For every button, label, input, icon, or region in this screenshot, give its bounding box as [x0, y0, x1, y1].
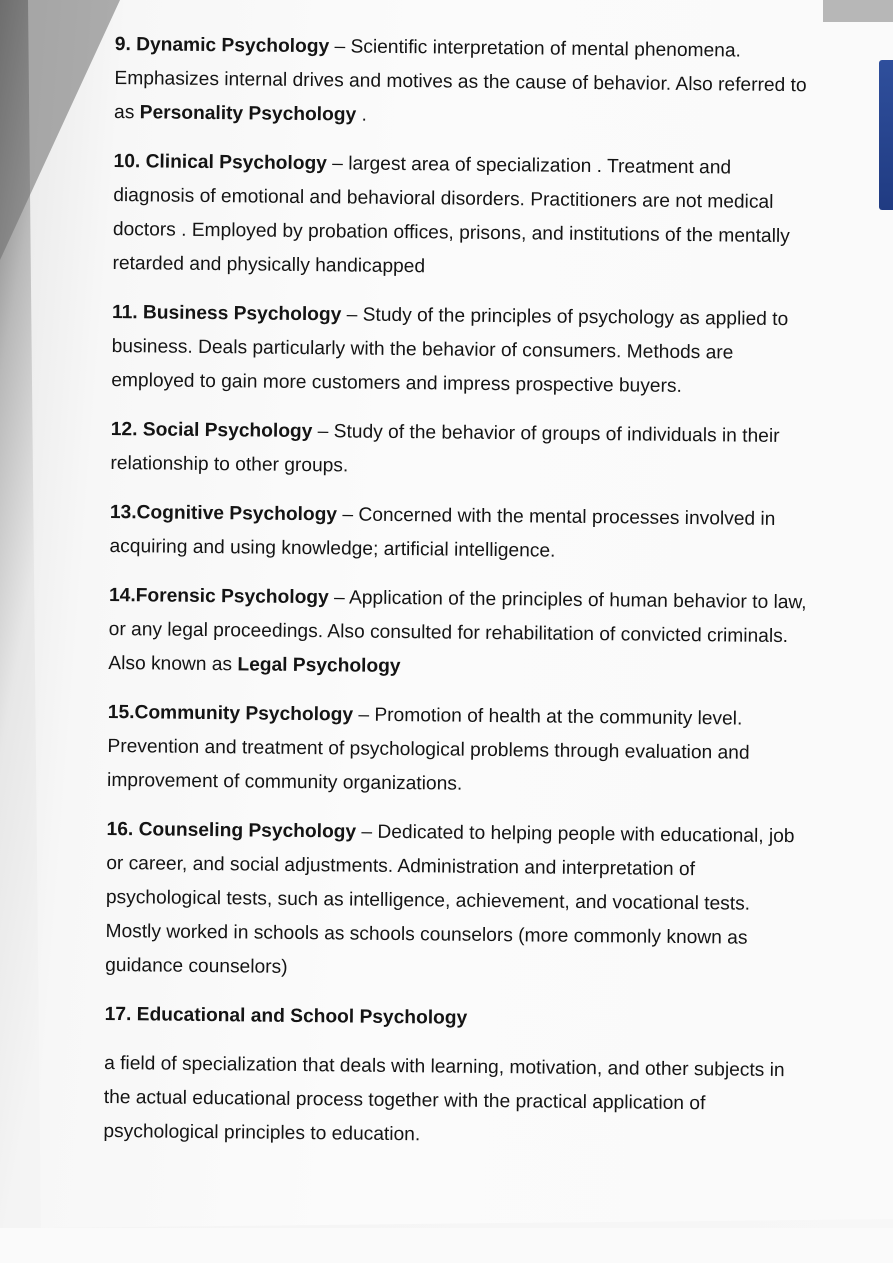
entry-text: a field of specialization that deals with learning, motivation, and other subjects in the actual educational process together with the practical application of psychological principles to education. — [103, 1052, 785, 1146]
entry-business-psychology — [111, 296, 812, 405]
entry-title: Social Psychology — [142, 419, 313, 443]
entry-separator: – — [352, 704, 375, 726]
background-corner — [823, 0, 893, 22]
entry-text: Study of the principles of psychology as applied to business. Deals particularly with the behavior of consumers. Methods are employed to gain more customers and impress prospective buyers. — [111, 304, 789, 397]
document-body — [103, 28, 815, 1171]
entry-text: Concerned with the mental processes involved in acquiring and using knowledge; artificial intelligence. — [109, 504, 776, 562]
entry-title: Dynamic Psychology — [136, 34, 330, 58]
entry-social-psychology — [110, 413, 811, 488]
entry-title: Business Psychology — [142, 302, 342, 326]
entry-separator: – — [356, 821, 378, 843]
entry-title: Cognitive Psychology — [136, 502, 338, 526]
entry-number: 17. — [104, 1003, 132, 1026]
entry-text: Study of the behavior of groups of individuals in their relationship to other groups. — [110, 421, 780, 477]
entry-text: largest area of specialization . Treatment and diagnosis of emotional and behavioral disorders. Practitioners are not medical doctors . Employed by probation offices, prisons, and institutions of the mentally retarded and physically handicapped — [112, 153, 790, 278]
entry-number: 16. — [106, 818, 134, 841]
entry-text: Scientific interpretation of mental phenomena. Emphasizes internal drives and motives as the cause of behavior. Also referred to as — [114, 36, 807, 124]
entry-clinical-psychology — [112, 145, 813, 288]
binder-edge — [879, 60, 893, 210]
entry-dynamic-psychology — [114, 28, 815, 137]
entry-number: 9. — [114, 33, 131, 56]
entry-tail: . — [356, 104, 367, 126]
entry-title: Clinical Psychology — [145, 151, 328, 175]
entry-number: 11. — [111, 301, 138, 324]
entry-separator: – — [336, 504, 359, 526]
entry-cognitive-psychology — [109, 496, 810, 571]
entry-title: Community Psychology — [134, 702, 354, 726]
entry-number: 14. — [108, 584, 136, 607]
entry-title: Educational and School Psychology — [136, 1004, 468, 1029]
entry-number: 10. — [113, 150, 141, 173]
bottom-margin — [0, 1228, 893, 1263]
entry-title: Counseling Psychology — [138, 819, 357, 843]
entry-text: Promotion of health at the community level. Prevention and treatment of psychological problems through evaluation and improvement of community organizations. — [107, 704, 750, 795]
closing-paragraph — [103, 1047, 804, 1156]
entry-number: 15. — [107, 701, 135, 724]
entry-number: 13. — [109, 501, 137, 524]
entry-separator: – — [328, 587, 350, 609]
entry-number: 12. — [110, 418, 138, 441]
entry-separator: – — [312, 421, 334, 443]
entry-separator: – — [329, 36, 351, 58]
entry-emphasis: Personality Psychology — [139, 102, 357, 126]
entry-text: Application of the principles of human behavior to law, or any legal proceedings. Also consulted for rehabilitation of convicted criminals. Also known as — [108, 587, 807, 676]
entry-text: Dedicated to helping people with educational, job or career, and social adjustments. Administration and interpretation of psychological tests, such as intelligence, achievement, and vocational tests. Mostly worked in schools as schools counselors (more commonly known as guidance counselors) — [105, 821, 795, 978]
page-fold-shadow — [0, 0, 120, 260]
entry-title: Forensic Psychology — [135, 585, 329, 609]
entry-counseling-psychology — [105, 813, 807, 990]
entry-educational-psychology — [104, 998, 804, 1039]
entry-forensic-psychology — [108, 579, 809, 688]
entry-community-psychology — [107, 696, 808, 805]
entry-separator: – — [341, 304, 363, 326]
entry-emphasis: Legal Psychology — [237, 654, 401, 678]
entry-separator: – — [326, 153, 349, 175]
